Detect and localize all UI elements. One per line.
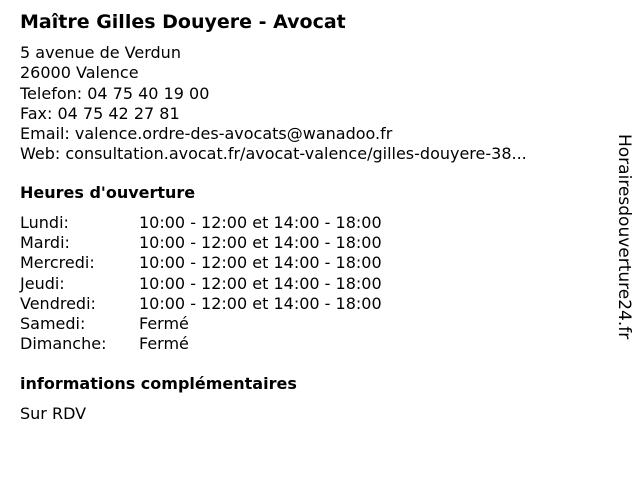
fax-line: Fax: 04 75 42 27 81 bbox=[20, 103, 180, 123]
day-label: Mercredi: bbox=[20, 253, 95, 273]
day-label: Samedi: bbox=[20, 313, 86, 333]
hours-value: Fermé bbox=[139, 313, 189, 333]
web-line: Web: consultation.avocat.fr/avocat-valence/gilles-douyere-38... bbox=[20, 144, 527, 164]
hours-heading: Heures d'ouverture bbox=[20, 183, 196, 202]
day-label: Jeudi: bbox=[20, 273, 65, 293]
info-text: Sur RDV bbox=[20, 404, 87, 423]
phone-line: Telefon: 04 75 40 19 00 bbox=[20, 83, 210, 103]
contact-block bbox=[20, 43, 527, 165]
day-label: Mardi: bbox=[20, 233, 70, 253]
email-line: Email: valence.ordre-des-avocats@wanadoo.fr bbox=[20, 124, 393, 144]
hours-value: 10:00 - 12:00 et 14:00 - 18:00 bbox=[139, 213, 382, 232]
hours-value: 10:00 - 12:00 et 14:00 - 18:00 bbox=[139, 293, 382, 313]
address-street: 5 avenue de Verdun bbox=[20, 43, 181, 62]
business-title: Maître Gilles Douyere - Avocat bbox=[20, 11, 346, 33]
watermark-text: Horairesdouverture24.fr bbox=[614, 134, 634, 340]
address-city: 26000 Valence bbox=[20, 63, 139, 83]
day-label: Lundi: bbox=[20, 213, 69, 232]
hours-value: 10:00 - 12:00 et 14:00 - 18:00 bbox=[139, 273, 382, 293]
hours-value: 10:00 - 12:00 et 14:00 - 18:00 bbox=[139, 233, 382, 253]
day-label: Vendredi: bbox=[20, 293, 96, 313]
hours-value: 10:00 - 12:00 et 14:00 - 18:00 bbox=[139, 253, 382, 273]
info-heading: informations complémentaires bbox=[20, 374, 297, 393]
hours-value: Fermé bbox=[139, 334, 189, 354]
day-label: Dimanche: bbox=[20, 334, 107, 354]
